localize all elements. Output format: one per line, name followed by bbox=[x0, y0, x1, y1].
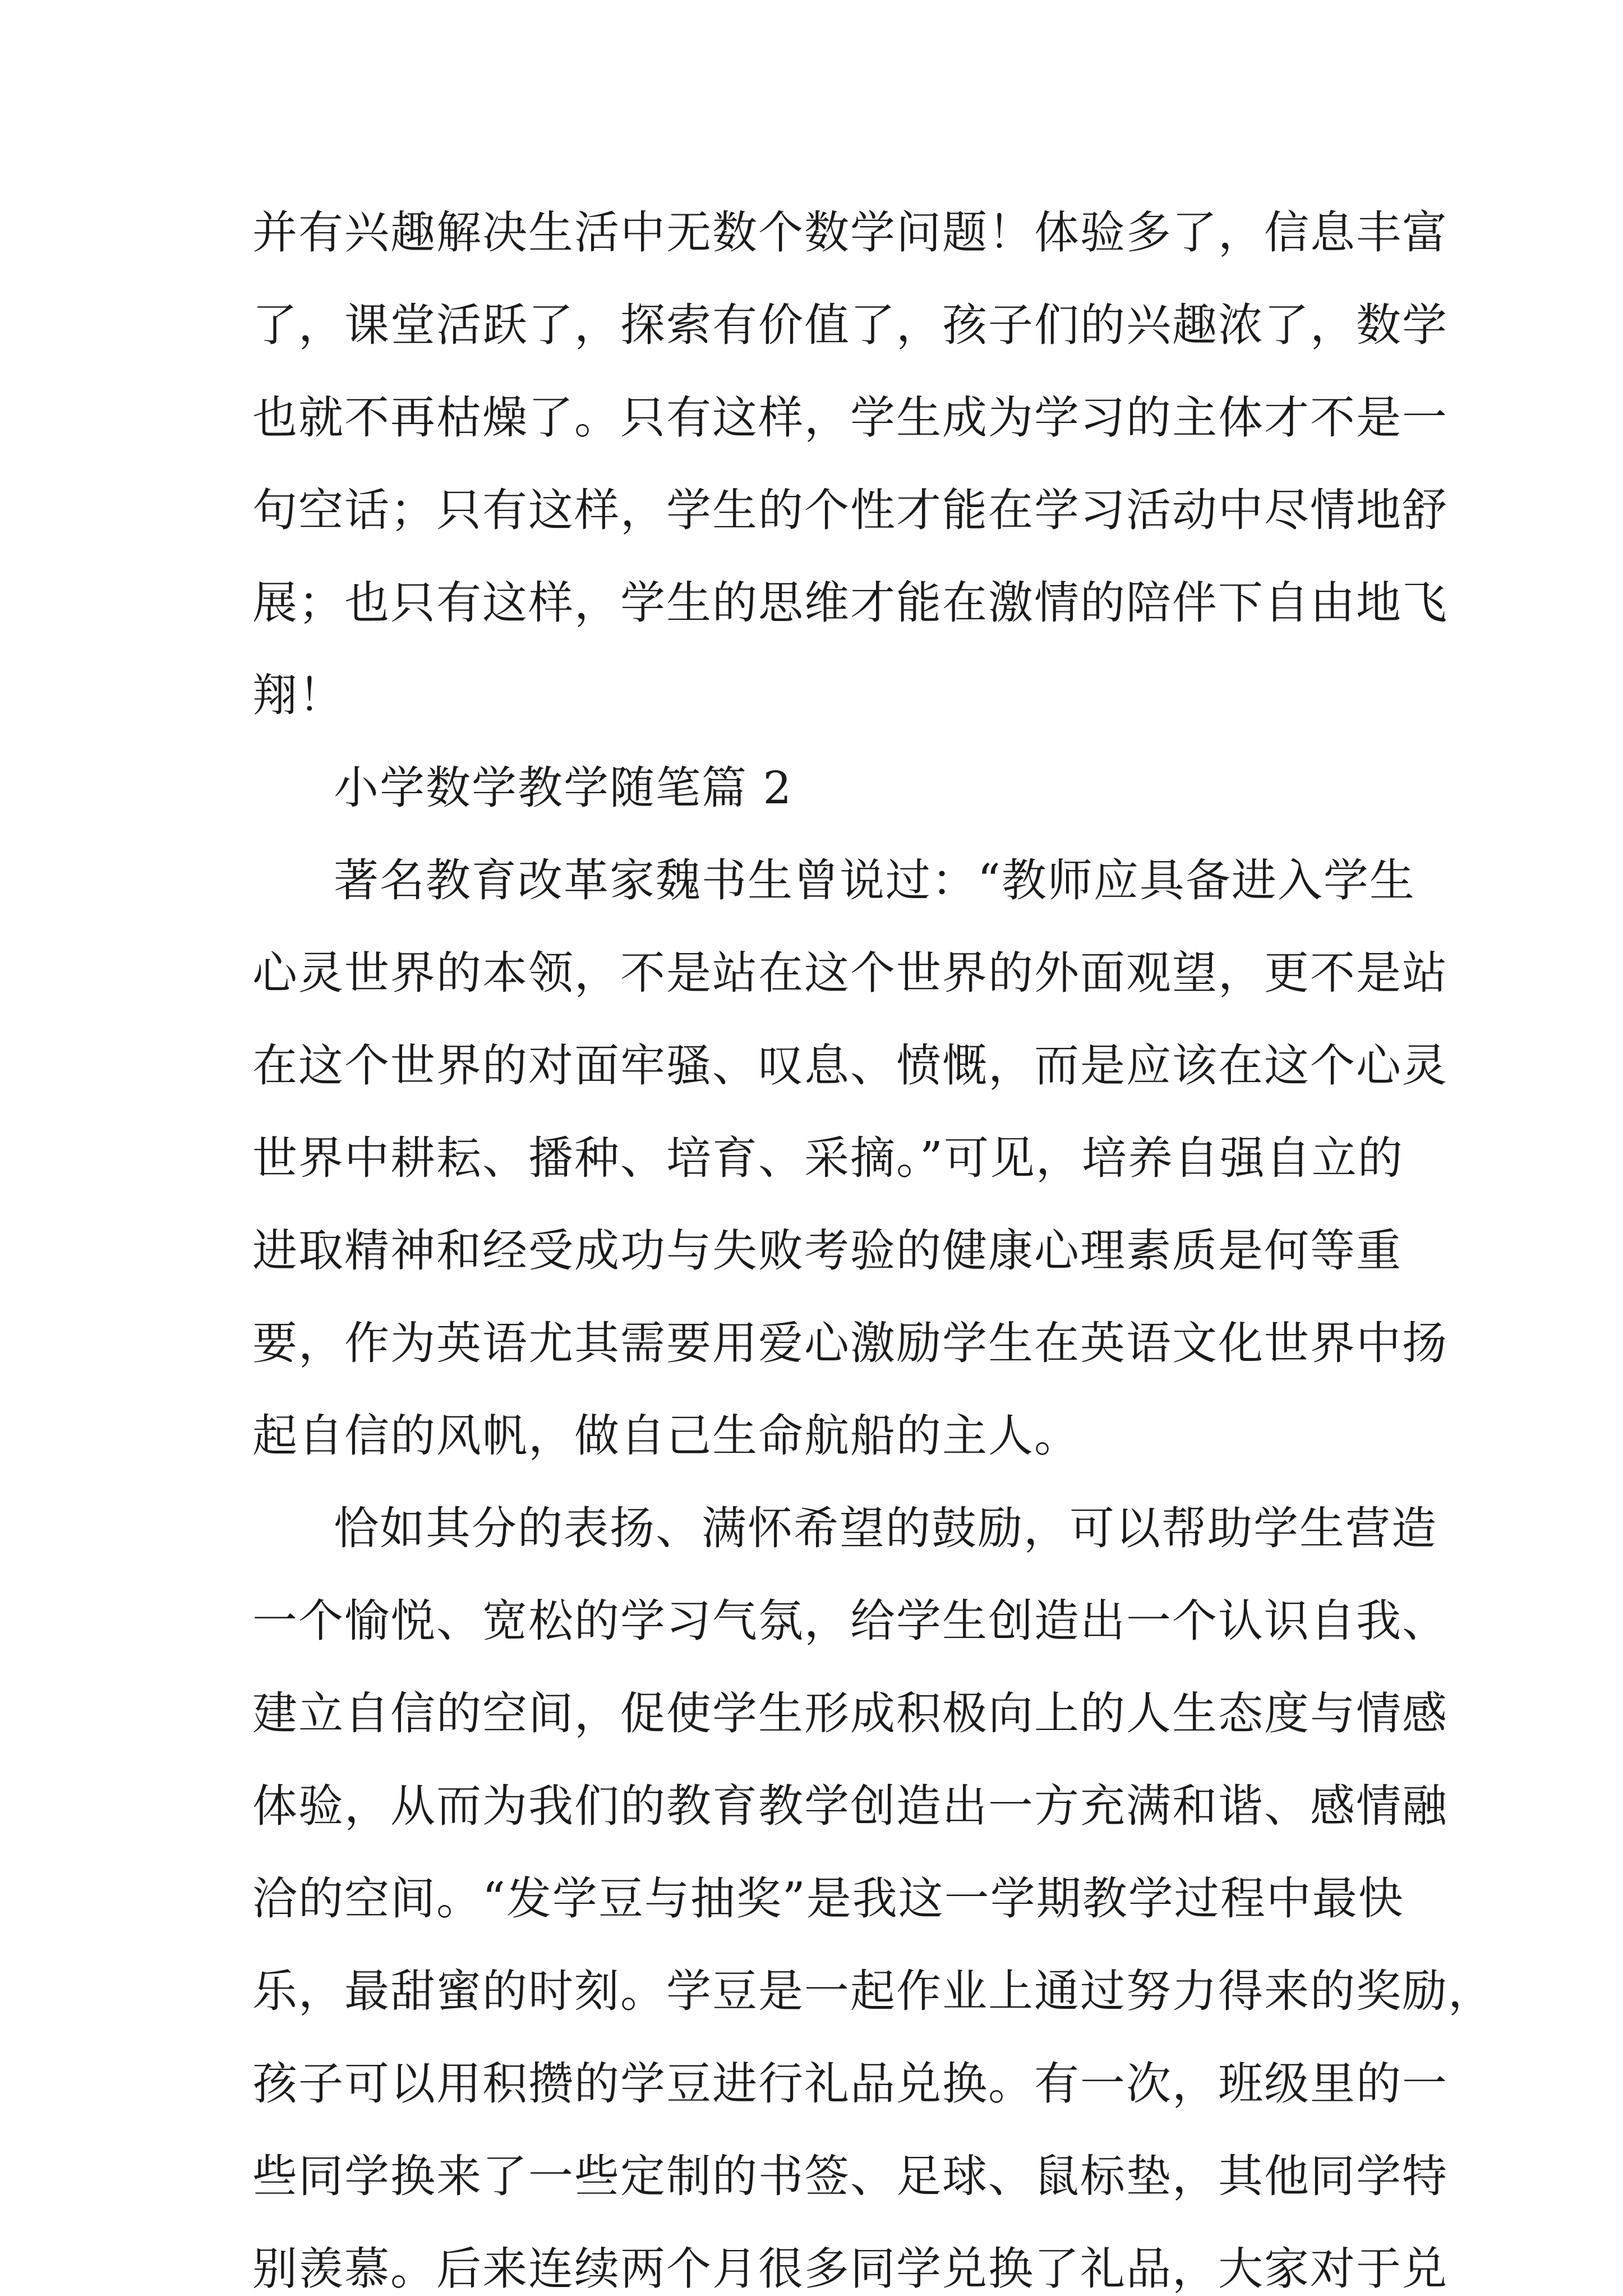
text-line-6: 翔！ bbox=[252, 669, 344, 721]
text-line-22: 些同学换来了一些定制的书签、足球、鼠标垫，其他同学特 bbox=[252, 2150, 1448, 2202]
text-line-10: 在这个世界的对面牢骚、叹息、愤慨，而是应该在这个心灵 bbox=[252, 1039, 1448, 1092]
text-line-3: 也就不再枯燥了。只有这样，学生成为学习的主体才不是一 bbox=[252, 392, 1448, 444]
text-line-18: 体验，从而为我们的教育教学创造出一方充满和谐、感情融 bbox=[252, 1780, 1448, 1832]
text-line-14: 起自信的风帆，做自己生命航船的主人。 bbox=[252, 1410, 1080, 1462]
text-line-1: 并有兴趣解决生活中无数个数学问题！体验多了，信息丰富 bbox=[252, 206, 1448, 259]
text-line-12: 进取精神和经受成功与失败考验的健康心理素质是何等重 bbox=[252, 1225, 1402, 1277]
text-line-9: 心灵世界的本领，不是站在这个世界的外面观望，更不是站 bbox=[252, 947, 1448, 999]
text-line-2: 了，课堂活跃了，探索有价值了，孩子们的兴趣浓了，数学 bbox=[252, 299, 1448, 351]
text-line-19: 洽的空间。“发学豆与抽奖”是我这一学期教学过程中最快 bbox=[252, 1872, 1404, 1925]
section-heading: 小学数学教学随笔篇 2 bbox=[334, 762, 793, 814]
text-line-15: 恰如其分的表扬、满怀希望的鼓励，可以帮助学生营造 bbox=[334, 1502, 1437, 1554]
text-line-17: 建立自信的空间，促使学生形成积极向上的人生态度与情感 bbox=[252, 1687, 1448, 1740]
text-line-21: 孩子可以用积攒的学豆进行礼品兑换。有一次，班级里的一 bbox=[252, 2058, 1448, 2110]
text-line-23: 别羡慕。后来连续两个月很多同学兑换了礼品，大家对于兑 bbox=[252, 2243, 1448, 2295]
text-line-13: 要，作为英语尤其需要用爱心激励学生在英语文化世界中扬 bbox=[252, 1317, 1448, 1369]
text-line-11: 世界中耕耘、播种、培育、采摘。”可见，培养自强自立的 bbox=[252, 1132, 1404, 1184]
text-line-20: 乐，最甜蜜的时刻。学豆是一起作业上通过努力得来的奖励， bbox=[252, 1965, 1494, 2017]
text-line-4: 句空话；只有这样，学生的个性才能在学习活动中尽情地舒 bbox=[252, 484, 1448, 536]
text-line-5: 展；也只有这样，学生的思维才能在激情的陪伴下自由地飞 bbox=[252, 577, 1448, 629]
text-line-8: 著名教育改革家魏书生曾说过：“教师应具备进入学生 bbox=[334, 854, 1415, 907]
text-line-16: 一个愉悦、宽松的学习气氛，给学生创造出一个认识自我、 bbox=[252, 1595, 1448, 1647]
